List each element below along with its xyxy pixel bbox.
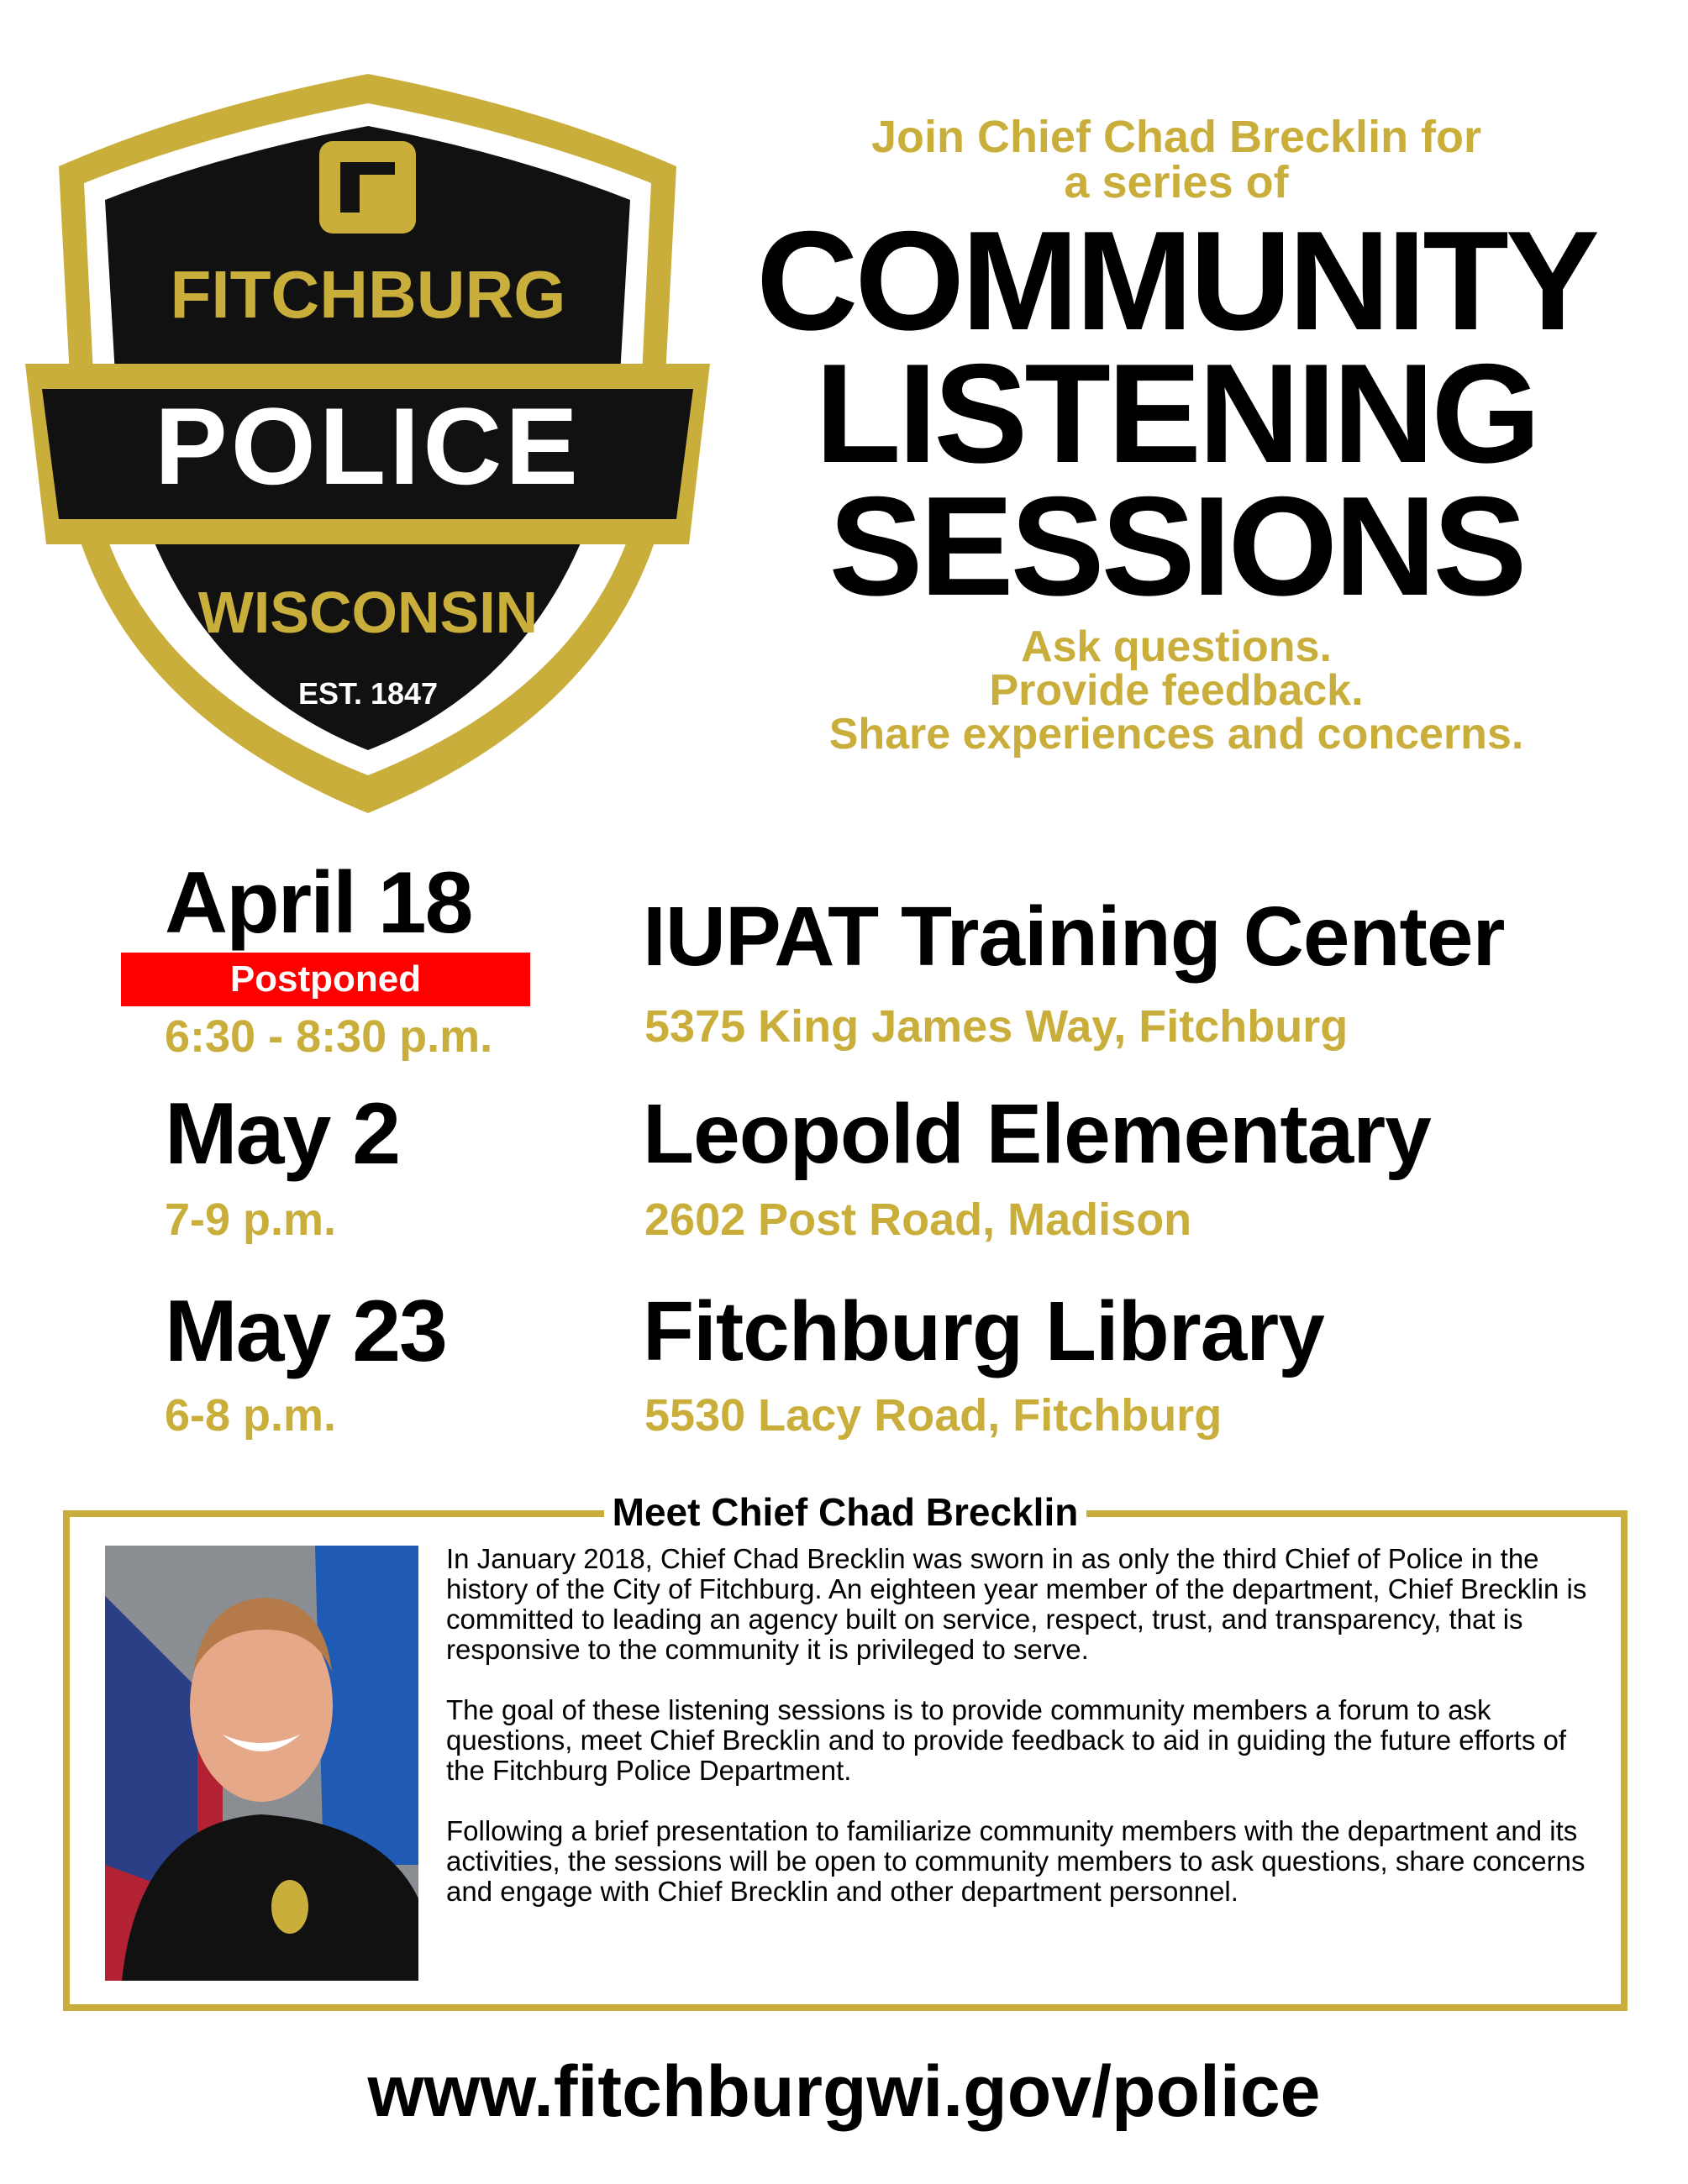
postponed-label: Postponed <box>229 958 422 1000</box>
session-address: 5530 Lacy Road, Fitchburg <box>644 1390 1223 1441</box>
bio-paragraph: In January 2018, Chief Chad Brecklin was sworn in as only the third Chief of Police in the history of the City of Fitchburg. An eighteen year member of the department, Chief Brecklin is committed to leading an agency built on service, respect, trust, and transparency, that is responsive to the community it is privileged to serve. <box>446 1543 1587 1665</box>
session-time: 6-8 p.m. <box>165 1390 337 1441</box>
logo-top-text: FITCHBURG <box>170 257 566 332</box>
logo-band-text: POLICE <box>155 385 581 507</box>
bio-paragraph: Following a brief presentation to familiarize community members with the department and its activities, the sessions will be open to community members to ask questions, share concerns and engage with Chief Brecklin and other department personnel. <box>446 1815 1585 1907</box>
postponed-badge <box>121 953 530 1006</box>
session-date: May 2 <box>165 1085 400 1183</box>
chief-photo <box>105 1546 418 1981</box>
tagline-2: Provide feedback. <box>989 666 1364 715</box>
session-address: 5375 King James Way, Fitchburg <box>644 1001 1349 1052</box>
title-line-3: SESSIONS <box>828 467 1524 625</box>
tagline-3: Share experiences and concerns. <box>828 710 1524 759</box>
logo-est-text: EST. 1847 <box>297 676 439 711</box>
session-venue: Fitchburg Library <box>643 1284 1324 1378</box>
session-time: 6:30 - 8:30 p.m. <box>165 1011 493 1062</box>
bio-title: Meet Chief Chad Brecklin <box>604 1490 1087 1534</box>
session-address: 2602 Post Road, Madison <box>644 1194 1192 1245</box>
bio-paragraph: The goal of these listening sessions is to provide community members a forum to ask questions, meet Chief Brecklin and to provide feedback to aid in guiding the future efforts of the Fitchburg Police Department. <box>446 1694 1567 1786</box>
session-venue: Leopold Elementary <box>643 1087 1431 1181</box>
fitchburg-police-logo <box>25 74 710 813</box>
website-url: www.fitchburgwi.gov/police <box>367 2051 1321 2132</box>
intro-line-1: Join Chief Chad Brecklin for <box>870 112 1482 162</box>
title-line-2: LISTENING <box>814 334 1538 492</box>
bio-box <box>63 1490 1628 2011</box>
logo-bottom-text: WISCONSIN <box>197 580 539 645</box>
session-time: 7-9 p.m. <box>165 1194 337 1245</box>
taglines <box>723 622 1630 759</box>
session-venue: IUPAT Training Center <box>643 890 1505 984</box>
intro-line-2: a series of <box>1064 157 1289 207</box>
session-date: May 23 <box>165 1283 446 1380</box>
title-line-1: COMMUNITY <box>756 202 1596 360</box>
tagline-1: Ask questions. <box>1021 622 1332 671</box>
intro-text <box>723 114 1630 205</box>
bio-text <box>446 1544 1606 1937</box>
page-title <box>723 202 1630 625</box>
session-date: April 18 <box>165 854 472 952</box>
